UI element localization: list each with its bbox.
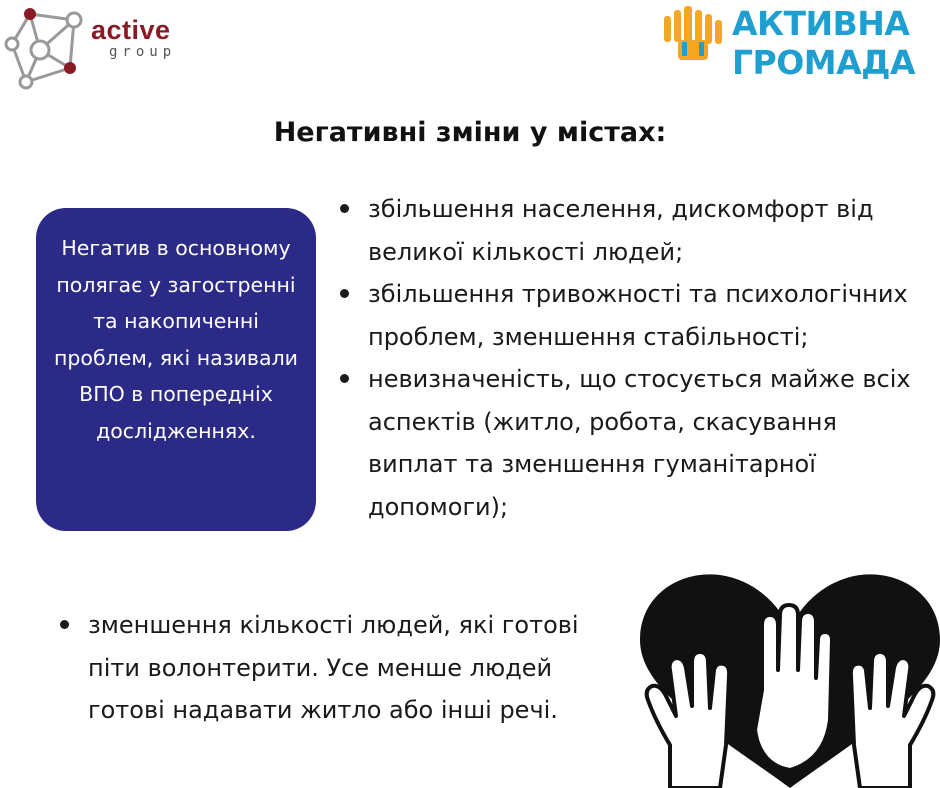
aktyvna-logo-line2: ГРОМАДА [732, 43, 916, 82]
list-item: збільшення тривожності та психологічних проблем, зменшення стабільності; [368, 273, 933, 358]
summary-callout-text: Негатив в основному полягає у загостренні та накопиченні проблем, які називали ВПО в попередніх дослідженнях. [54, 236, 298, 443]
page-title: Негативні зміни у містах: [273, 117, 667, 148]
active-logo-sub: group [109, 44, 177, 60]
list-item: зменшення кількості людей, які готові піти волонтерити. Усе менше людей готові надавати житло або інші речі. [88, 604, 588, 732]
aktyvna-hromada-logo [660, 2, 935, 87]
list-item: невизначеність, що стосується майже всіх аспектів (житло, робота, скасування виплат та зменшення гуманітарної допомоги); [368, 358, 933, 528]
volunteer-decline-list [88, 604, 588, 732]
active-logo-word: active [91, 15, 171, 45]
list-item: збільшення населення, дискомфорт від великої кількості людей; [368, 188, 933, 273]
aktyvna-logo-line1: АКТИВНА [732, 4, 910, 43]
network-nodes-icon [0, 0, 90, 92]
raised-hands-icon [660, 2, 728, 62]
heart-with-hands-icon [640, 570, 940, 788]
negative-changes-list [368, 188, 933, 528]
active-group-logo [0, 0, 190, 95]
summary-callout-box [36, 208, 316, 531]
